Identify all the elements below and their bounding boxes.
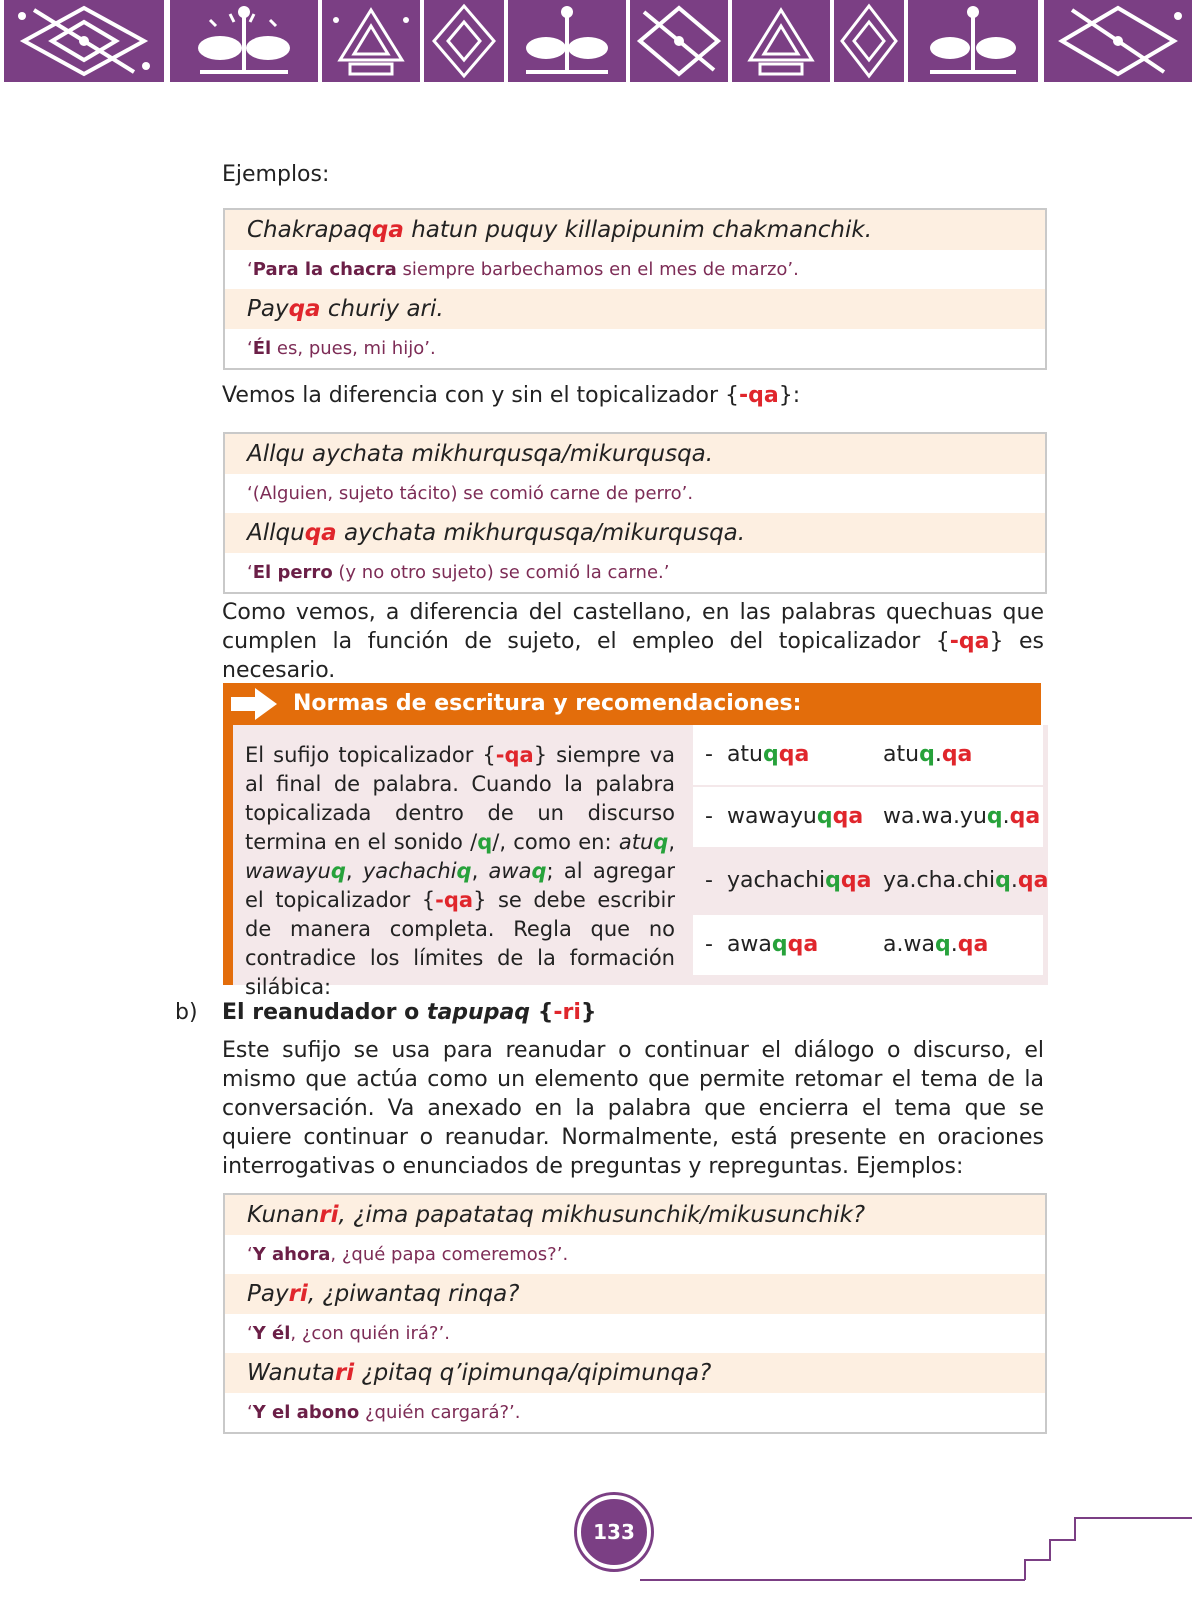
table-row: - yachachiqqa ya.cha.chiq.qa: [693, 851, 1043, 911]
banner-tile: [170, 0, 318, 82]
difference-line: Vemos la diferencia con y sin el topicalizador {-qa}:: [222, 383, 801, 408]
banner-tile: [630, 0, 728, 82]
section-heading: El reanudador o tapupaq {-ri}: [222, 1000, 597, 1025]
normas-body: [223, 725, 1049, 999]
examples-box-1: [223, 208, 1047, 370]
banner-tile: [4, 0, 164, 82]
banner-tile: [834, 0, 904, 82]
spanish-translation: ‘(Alguien, sujeto tácito) se comió carne de perro’.: [225, 474, 1045, 513]
syllable-table: [693, 725, 1049, 985]
quechua-example: Payqa churiy ari.: [225, 289, 1045, 329]
examples-box-2: [223, 432, 1047, 594]
spanish-translation: ‘El perro (y no otro sujeto) se comió la carne.’: [225, 553, 1045, 592]
quechua-example: Allqu aychata mikhurqusqa/mikurqusqa.: [225, 434, 1045, 474]
quechua-example: Payri, ¿piwantaq rinqa?: [225, 1274, 1045, 1314]
section-letter: b): [175, 1000, 198, 1025]
banner-tile: [322, 0, 420, 82]
spanish-translation: ‘Para la chacra siempre barbechamos en el mes de marzo’.: [225, 250, 1045, 289]
quechua-example: Wanutari ¿pitaq q’ipimunqa/qipimunqa?: [225, 1353, 1045, 1393]
accent-bar: [223, 725, 233, 985]
normas-title: Normas de escritura y recomendaciones:: [293, 691, 802, 716]
spanish-translation: ‘Y el abono ¿quién cargará?’.: [225, 1393, 1045, 1432]
paragraph-line: Como vemos, a diferencia del castellano, en las palabras quechuas que: [222, 600, 1044, 625]
quechua-example: Allquqa aychata mikhurqusqa/mikurqusqa.: [225, 513, 1045, 553]
normas-text: El sufijo topicalizador {-qa} siempre va al final de palabra. Cuando la palabra topicalizada dentro de un discurso termina en el sonido /q/, como en: atuq, wawayuq, yachachiq, awaq; al agregar el topicalizador {-qa} se debe escribir de manera completa. Regla que no contradice los límites de la formación silábica:: [245, 743, 676, 999]
examples-label: Ejemplos:: [222, 162, 330, 187]
banner-tile: [424, 0, 504, 82]
banner-tile: [1044, 0, 1192, 82]
top-banner: [0, 0, 1192, 84]
banner-tile: [908, 0, 1038, 82]
banner-tile: [508, 0, 626, 82]
page-number: 133: [577, 1495, 651, 1569]
examples-box-3: [223, 1193, 1047, 1434]
table-row: - atuqqa atuq.qa: [693, 725, 1043, 785]
spanish-translation: ‘Y él, ¿con quién irá?’.: [225, 1314, 1045, 1353]
como-vemos-paragraph: [222, 598, 1044, 685]
section-b-paragraph: Este sufijo se usa para reanudar o continuar el diálogo o discurso, el mismo que actúa como un elemento que permite retomar el tema de la conversación. Va anexado en la palabra que encierra el tema que se quiere continuar o reanudar. Normalmente, está presente en oraciones interrogativas o enunciados de preguntas y repreguntas. Ejemplos:: [222, 1038, 1044, 1179]
normas-header: [223, 683, 1041, 725]
paragraph-line: cumplen la función de sujeto, el empleo del topicalizador {-qa} es necesario.: [222, 629, 1044, 683]
spanish-translation: ‘Él es, pues, mi hijo’.: [225, 329, 1045, 368]
quechua-example: Chakrapaqqa hatun puquy killapipunim chakmanchik.: [225, 210, 1045, 250]
banner-tile: [732, 0, 830, 82]
table-row: - awaqqa a.waq.qa: [693, 915, 1043, 975]
table-row: - wawayuqqa wa.wa.yuq.qa: [693, 787, 1043, 847]
arrow-right-icon: [231, 688, 279, 720]
quechua-example: Kunanri, ¿ima papatataq mikhusunchik/mikusunchik?: [225, 1195, 1045, 1235]
spanish-translation: ‘Y ahora, ¿qué papa comeremos?’.: [225, 1235, 1045, 1274]
